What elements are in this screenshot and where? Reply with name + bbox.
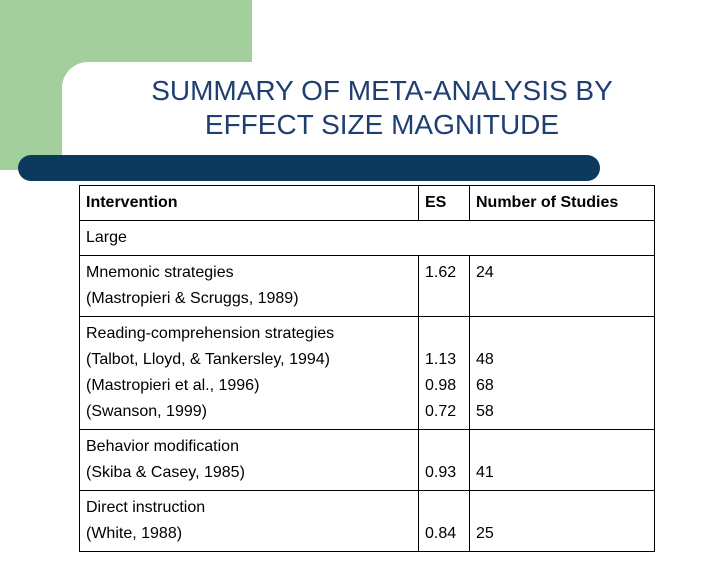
cell-es-line	[425, 495, 463, 521]
cell-es-line: 1.62	[425, 264, 457, 281]
cell-es-line: 0.84	[425, 525, 457, 542]
slide-title-line-2: EFFECT SIZE MAGNITUDE	[204, 109, 560, 140]
cell-studies	[470, 491, 655, 552]
cell-intervention-line: (Mastropieri & Scruggs, 1989)	[86, 290, 299, 307]
cell-studies-line: 24	[476, 264, 494, 281]
cell-studies	[470, 317, 655, 430]
cell-es-line: 1.13	[425, 351, 457, 368]
cell-studies-line	[476, 321, 648, 347]
cell-studies-line	[476, 495, 648, 521]
cell-intervention	[80, 491, 419, 552]
cell-es	[419, 256, 470, 317]
cell-es-line	[425, 321, 463, 347]
cell-es	[419, 317, 470, 430]
cell-intervention-line: (White, 1988)	[86, 525, 183, 542]
table-header-row	[80, 186, 655, 221]
cell-studies-line: 58	[476, 403, 494, 420]
title-divider-bar	[18, 155, 600, 181]
cell-es-line	[425, 434, 463, 460]
cell-studies-line: 48	[476, 351, 494, 368]
cell-studies-line: 68	[476, 377, 494, 394]
cell-es-line: 0.93	[425, 464, 457, 481]
cell-studies	[470, 430, 655, 491]
group-row-large	[80, 221, 655, 256]
table-row	[80, 491, 655, 552]
table-row	[80, 430, 655, 491]
cell-intervention-line: (Talbot, Lloyd, & Tankersley, 1994)	[86, 351, 330, 368]
cell-intervention	[80, 430, 419, 491]
cell-intervention-line: (Swanson, 1999)	[86, 403, 207, 420]
cell-intervention-line: Mnemonic strategies	[86, 264, 234, 281]
cell-es-line: 0.98	[425, 377, 457, 394]
cell-intervention-line: (Skiba & Casey, 1985)	[86, 464, 245, 481]
cell-intervention-line: Direct instruction	[86, 499, 206, 516]
cell-studies-line: 41	[476, 464, 494, 481]
cell-intervention	[80, 317, 419, 430]
cell-studies-line	[476, 434, 648, 460]
effect-size-table	[79, 185, 655, 552]
cell-es-line: 0.72	[425, 403, 457, 420]
cell-intervention-line: (Mastropieri et al., 1996)	[86, 377, 260, 394]
slide-title-line-1: SUMMARY OF META-ANALYSIS BY	[151, 75, 613, 106]
group-label-large: Large	[80, 221, 655, 256]
header-number-of-studies: Number of Studies	[470, 186, 655, 221]
header-intervention: Intervention	[80, 186, 419, 221]
header-es: ES	[419, 186, 470, 221]
cell-es	[419, 430, 470, 491]
cell-intervention	[80, 256, 419, 317]
cell-es	[419, 491, 470, 552]
cell-studies-line: 25	[476, 525, 494, 542]
table-row	[80, 256, 655, 317]
cell-studies	[470, 256, 655, 317]
slide-title	[62, 74, 702, 142]
cell-intervention-line: Reading-comprehension strategies	[86, 325, 335, 342]
cell-intervention-line: Behavior modification	[86, 438, 239, 455]
table-row	[80, 317, 655, 430]
